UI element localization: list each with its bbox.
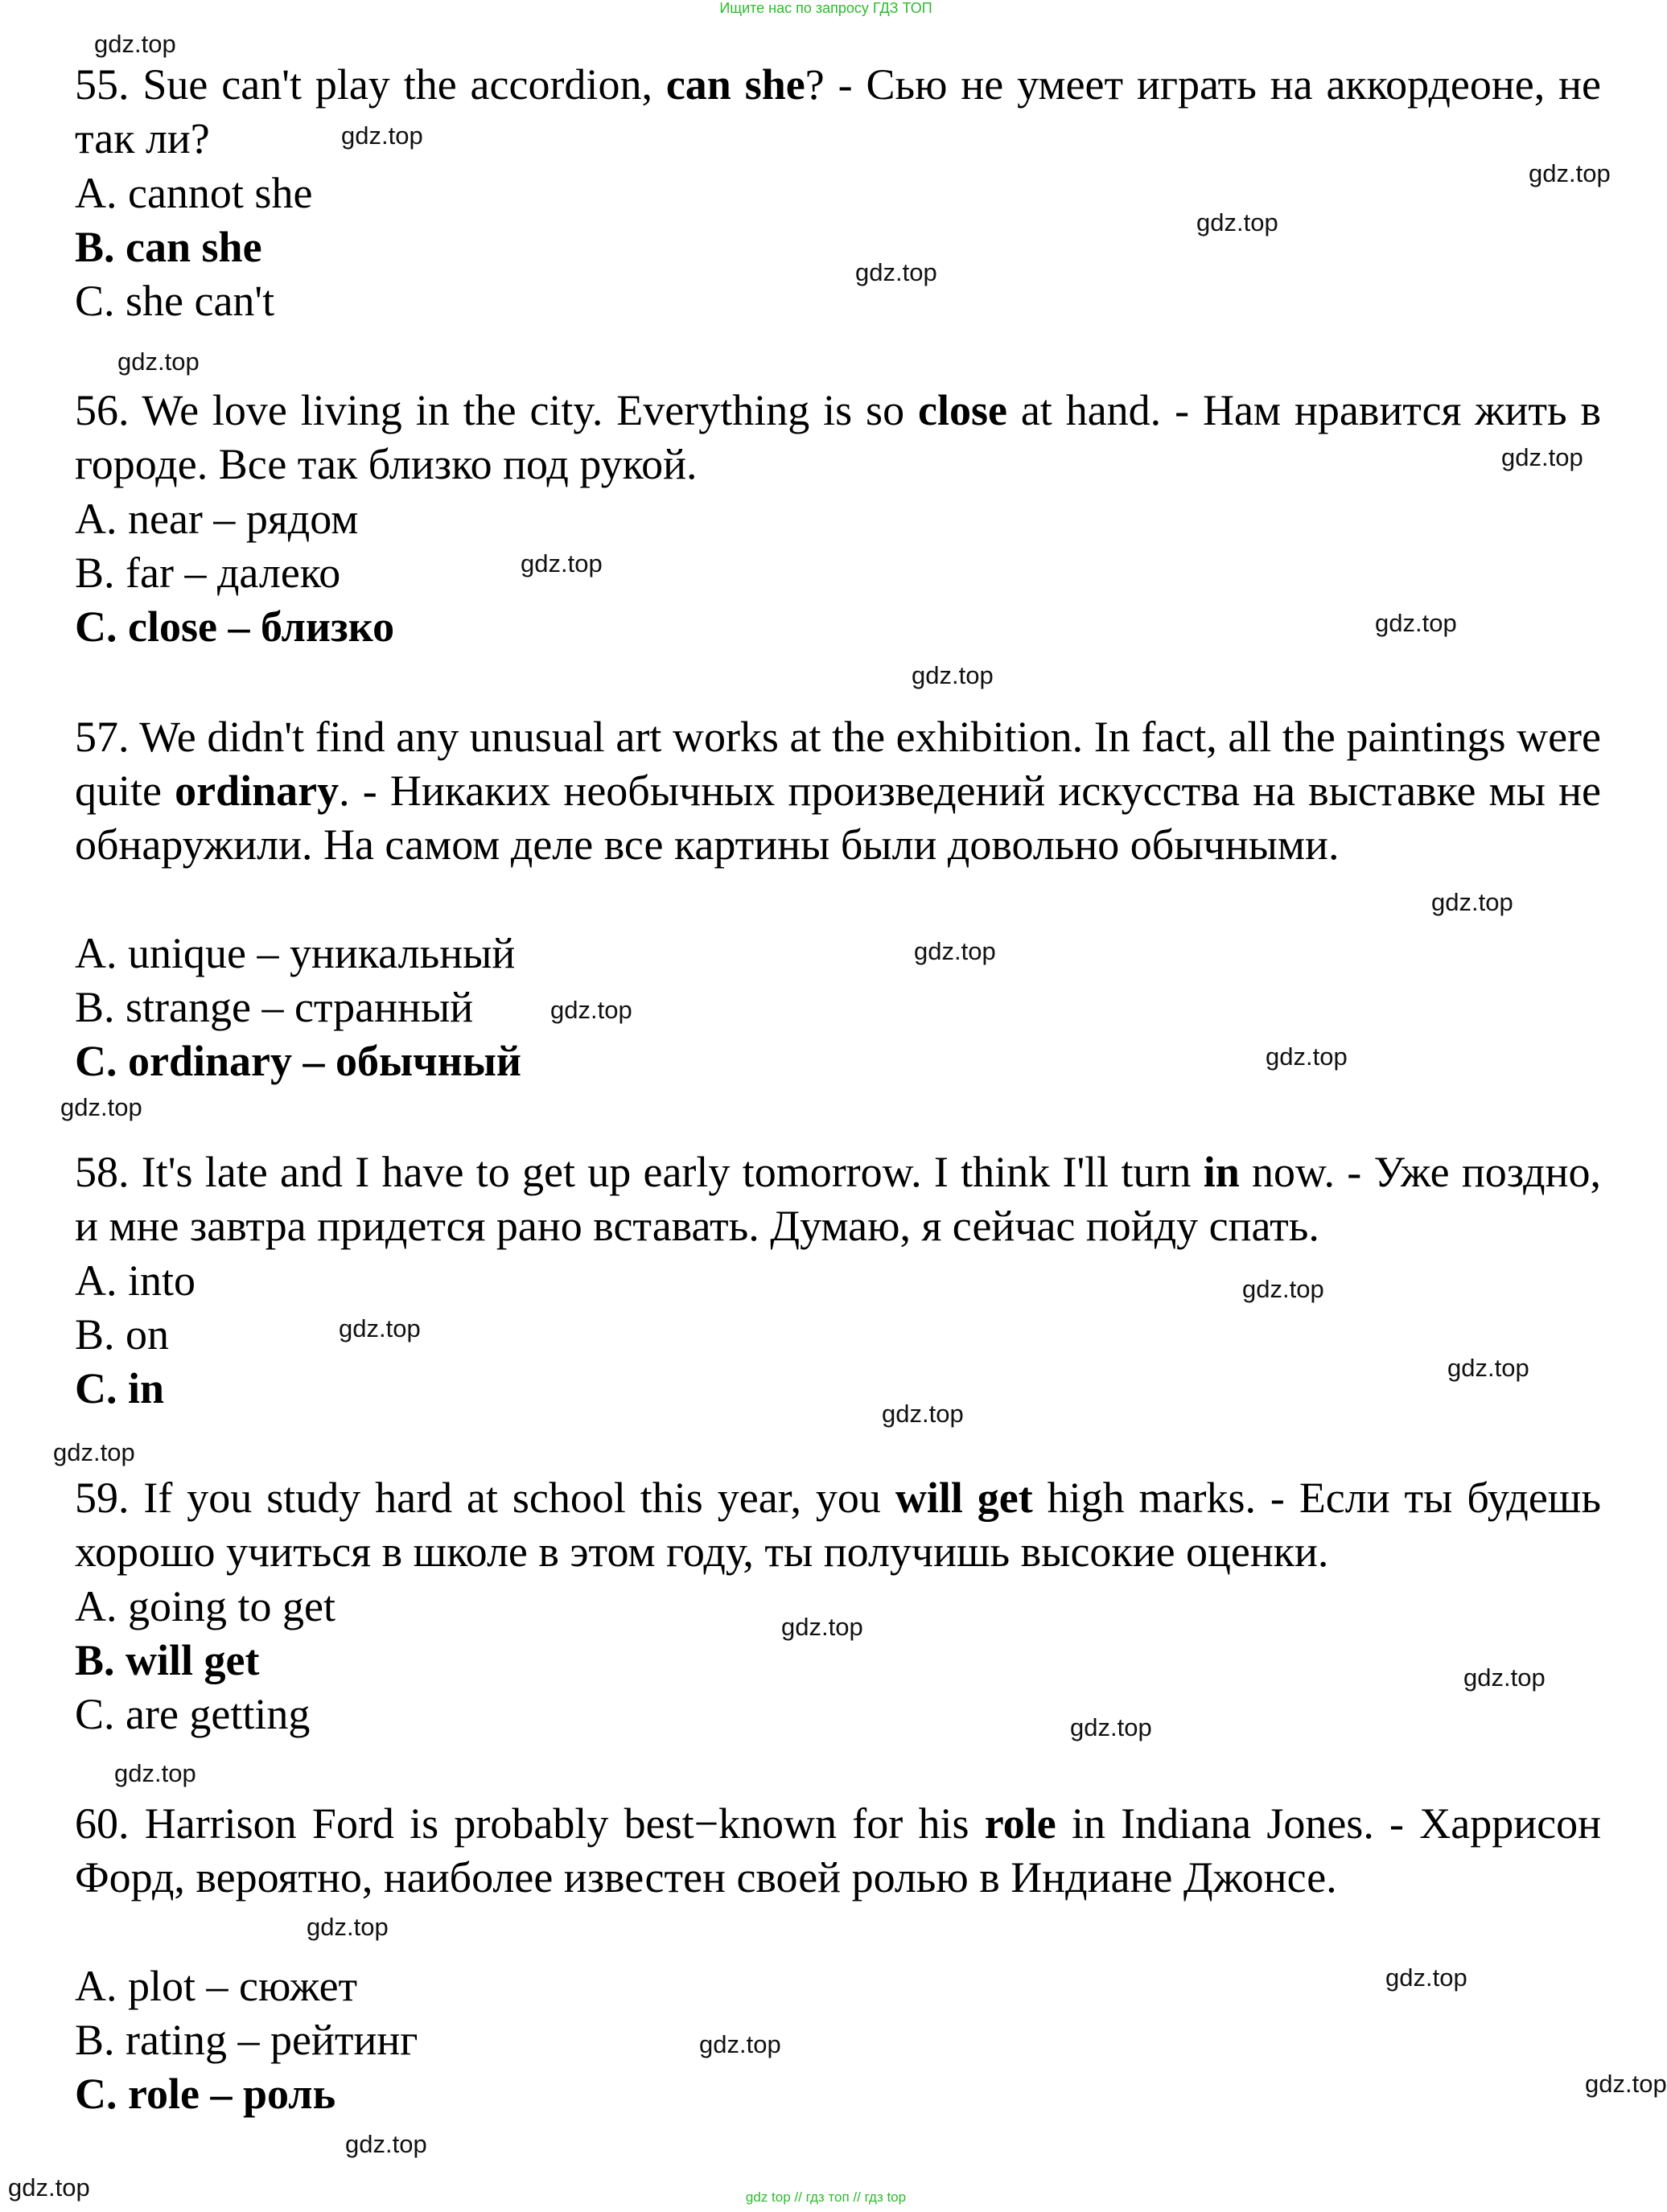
option-b-correct: B. can she	[75, 223, 262, 271]
answer-word: ordinary	[175, 767, 340, 815]
watermark: gdz.top	[114, 1759, 196, 1787]
watermark: gdz.top	[855, 258, 937, 286]
answer-word: in	[1203, 1148, 1240, 1196]
option-c: C. she can't	[75, 277, 275, 325]
watermark: gdz.top	[1501, 443, 1583, 471]
question-translation: now. - Уже поздно, и мне завтра придется рано вставать. Думаю, я сейчас пойду спать.	[75, 1148, 1602, 1250]
watermark: gdz.top	[1242, 1275, 1324, 1303]
watermark: gdz.top	[341, 121, 423, 150]
option-b: B. strange – странный	[75, 983, 474, 1031]
answer-word: will get	[895, 1474, 1033, 1522]
option-b: B. on	[75, 1310, 170, 1359]
question-number: 56.	[75, 386, 130, 434]
watermark: gdz.top	[60, 1093, 142, 1121]
option-a: A. plot – сюжет	[75, 1962, 358, 2010]
option-a: A. cannot she	[75, 169, 313, 217]
answer-word: role	[984, 1799, 1056, 1848]
answer-word: can she	[665, 60, 805, 109]
question-translation: at hand. - Нам нравится жить в городе. Все так близко под рукой.	[75, 386, 1602, 488]
question-text: If you study hard at school this year, you	[143, 1474, 881, 1522]
watermark: gdz.top	[1385, 1963, 1467, 1992]
option-b: B. far – далеко	[75, 549, 341, 597]
question-text: We love living in the city. Everything is so	[142, 386, 905, 434]
top-banner: Ищите нас по запросу ГДЗ ТОП	[719, 0, 932, 16]
answer-word: close	[917, 386, 1007, 434]
option-a: A. near – рядом	[75, 495, 359, 543]
question-translation: high marks. - Если ты будешь хорошо учиться в школе в этом году, ты получишь высокие оценки.	[75, 1474, 1601, 1576]
footer-banner: gdz top // гдз топ // гдз top	[745, 2189, 907, 2205]
question-translation: in Indiana Jones. - Харрисон Форд, вероятно, наиболее известен своей ролью в Индиане Джонсе.	[75, 1799, 1602, 1902]
question-number: 57.	[75, 713, 130, 761]
watermark: gdz.top	[1196, 208, 1278, 236]
option-c-correct: C. ordinary – обычный	[75, 1037, 522, 1085]
option-b: B. rating – рейтинг	[75, 2016, 418, 2064]
watermark: gdz.top	[1070, 1713, 1152, 1741]
question-translation: ? - Сью не умеет играть на аккордеоне, не так ли?	[75, 60, 1602, 162]
question-number: 55.	[75, 60, 130, 109]
option-c-correct: C. in	[75, 1364, 165, 1412]
question-58	[75, 1145, 1601, 1253]
question-56	[75, 384, 1601, 491]
question-number: 58.	[75, 1148, 130, 1196]
question-60	[75, 1797, 1601, 1905]
question-55	[75, 58, 1601, 166]
question-text: We didn't find any unusual art works at the exhibition. In fact, all the paintings were quite	[75, 713, 1601, 815]
watermark: gdz.top	[1585, 2070, 1667, 2098]
option-c-correct: C. close – близко	[75, 602, 395, 651]
option-c: C. are getting	[75, 1690, 311, 1738]
question-57	[75, 710, 1601, 872]
question-number: 59.	[75, 1474, 130, 1522]
option-a: A. unique – уникальный	[75, 929, 516, 977]
watermark: gdz.top	[339, 1314, 421, 1342]
question-59	[75, 1471, 1601, 1579]
watermark: gdz.top	[914, 937, 996, 965]
watermark: gdz.top	[882, 1400, 964, 1428]
option-a: A. into	[75, 1256, 196, 1305]
watermark: gdz.top	[117, 347, 200, 376]
watermark: gdz.top	[94, 30, 176, 58]
watermark: gdz.top	[53, 1438, 135, 1466]
watermark: gdz.top	[521, 549, 603, 578]
watermark: gdz.top	[1266, 1042, 1348, 1071]
watermark: gdz.top	[699, 2030, 781, 2058]
option-b-correct: B. will get	[75, 1636, 260, 1684]
watermark: gdz.top	[307, 1913, 389, 1941]
option-c-correct: C. role – роль	[75, 2070, 336, 2118]
watermark: gdz.top	[345, 2130, 427, 2158]
question-text: Sue can't play the accordion,	[142, 60, 652, 109]
option-a: A. going to get	[75, 1582, 335, 1630]
watermark: gdz.top	[1375, 609, 1457, 637]
watermark: gdz.top	[1529, 159, 1611, 187]
watermark: gdz.top	[1447, 1354, 1529, 1382]
question-text: Harrison Ford is probably best−known for his	[144, 1799, 969, 1848]
watermark: gdz.top	[1463, 1663, 1546, 1692]
question-number: 60.	[75, 1799, 130, 1848]
question-translation: . - Никаких необычных произведений искусства на выставке мы не обнаружили. На самом деле все картины были довольно обычными.	[75, 767, 1602, 869]
question-text: It's late and I have to get up early tomorrow. I think I'll turn	[141, 1148, 1192, 1196]
watermark: gdz.top	[8, 2173, 90, 2202]
watermark: gdz.top	[781, 1613, 863, 1641]
watermark: gdz.top	[912, 661, 994, 689]
watermark: gdz.top	[550, 996, 632, 1024]
watermark: gdz.top	[1431, 888, 1513, 916]
